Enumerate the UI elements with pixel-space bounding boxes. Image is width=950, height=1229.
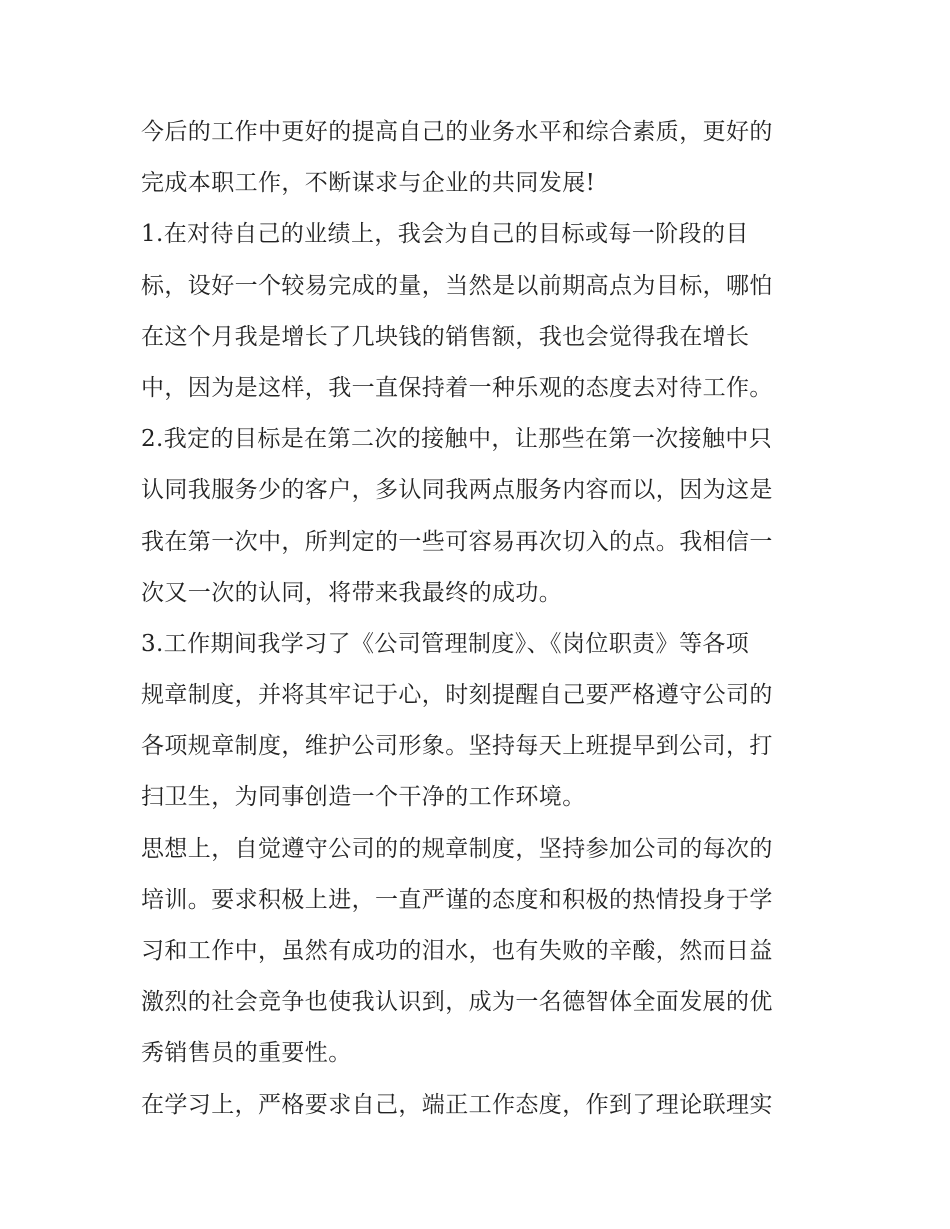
text-line: 在这个月我是增长了几块钱的销售额，我也会觉得我在增长 xyxy=(141,323,750,350)
text-line: 秀销售员的重要性。 xyxy=(141,1040,352,1067)
text-line: 思想上，自觉遵守公司的的规章制度，坚持参加公司的每次的 xyxy=(141,835,773,862)
text-line: 在学习上，严格要求自己，端正工作态度，作到了理论联理实 xyxy=(141,1091,773,1118)
text-line: 激烈的社会竞争也使我认识到，成为一名德智体全面发展的优 xyxy=(141,989,773,1016)
text-line: 认同我服务少的客户，多认同我两点服务内容而以，因为这是 xyxy=(141,477,773,504)
text-line: 3.工作期间我学习了《公司管理制度》、《岗位职责》等各项 xyxy=(141,630,750,657)
text-line: 1.在对待自己的业绩上，我会为自己的目标或每一阶段的目 xyxy=(141,221,749,248)
text-line: 我在第一次中，所判定的一些可容易再次切入的点。我相信一 xyxy=(141,528,773,555)
text-line: 培训。要求积极上进，一直严谨的态度和积极的热情投身于学 xyxy=(141,886,773,913)
text-line: 今后的工作中更好的提高自己的业务水平和综合素质，更好的 xyxy=(141,119,773,145)
text-line: 各项规章制度，维护公司形象。坚持每天上班提早到公司，打 xyxy=(141,733,773,760)
text-line: 中，因为是这样，我一直保持着一种乐观的态度去对待工作。 xyxy=(141,374,773,401)
text-line: 习和工作中，虽然有成功的泪水，也有失败的辛酸，然而日益 xyxy=(141,938,773,964)
text-line: 标，设好一个较易完成的量，当然是以前期高点为目标，哪怕 xyxy=(141,272,773,299)
text-line: 规章制度，并将其牢记于心，时刻提醒自己要严格遵守公司的 xyxy=(141,682,773,709)
text-line: 完成本职工作，不断谋求与企业的共同发展! xyxy=(141,170,596,197)
text-line: 次又一次的认同，将带来我最终的成功。 xyxy=(141,579,563,606)
text-line: 扫卫生，为同事创造一个干净的工作环境。 xyxy=(141,784,586,811)
document-body xyxy=(141,107,816,1131)
text-line: 2.我定的目标是在第二次的接触中，让那些在第一次接触中只 xyxy=(141,426,773,453)
